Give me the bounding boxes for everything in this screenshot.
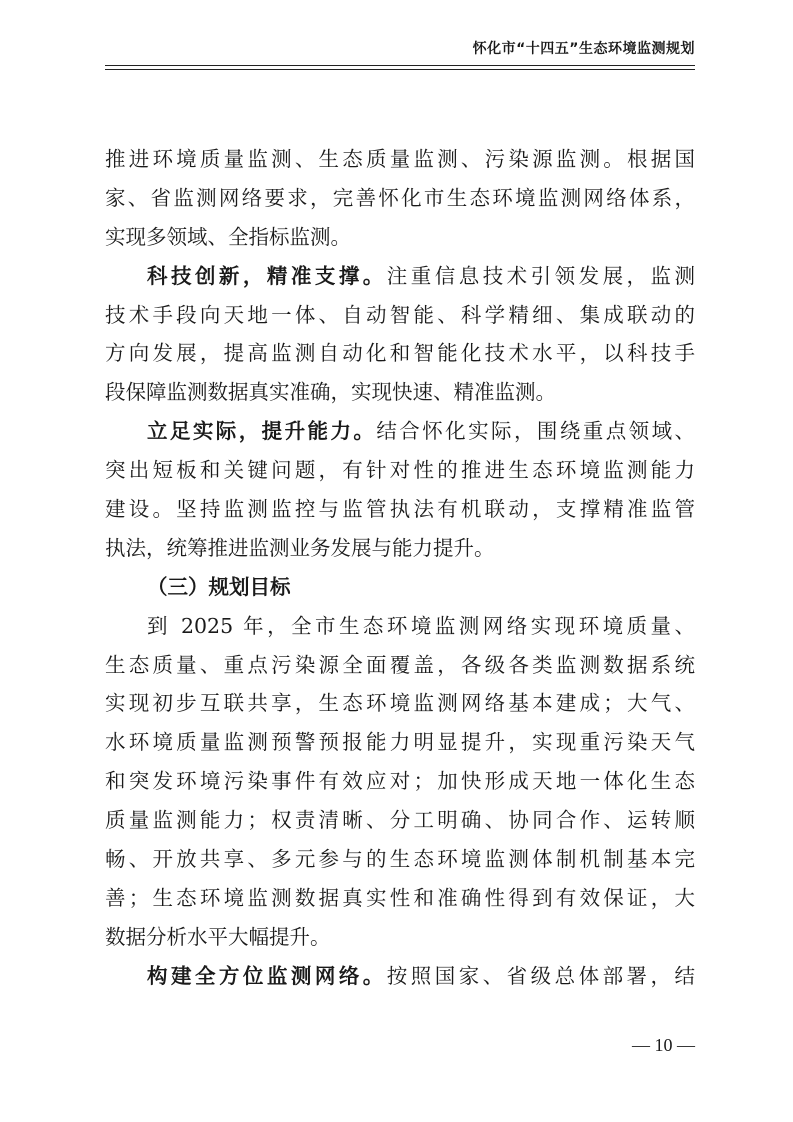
- paragraph-4-line-8: 善；生态环境监测数据真实性和准确性得到有效保证，大: [105, 885, 695, 910]
- paragraph-3-line-2: 突出短板和关键问题，有针对性的推进生态环境监测能力: [105, 458, 695, 483]
- running-header-title: 怀化市“十四五”生态环境监测规划: [472, 41, 695, 57]
- paragraph-2-first-rest: 注重信息技术引领发展，监测: [386, 263, 696, 288]
- header-rule-thin: [105, 69, 695, 70]
- paragraph-3-line-3: 建设。坚持监测监控与监管执法有机联动，支撑精准监管: [105, 497, 695, 522]
- paragraph-4-line-4: 水环境质量监测预警预报能力明显提升，实现重污染天气: [105, 730, 695, 755]
- document-body: [105, 140, 695, 996]
- header-rule: [105, 65, 695, 66]
- paragraph-5-lead: 构建全方位监测网络。: [147, 963, 387, 988]
- paragraph-2-line-2: 技术手段向天地一体、自动智能、科学精细、集成联动的: [105, 302, 695, 327]
- paragraph-1-line-1: 推进环境质量监测、生态质量监测、污染源监测。根据国: [105, 147, 695, 171]
- paragraph-4-line-7: 畅、开放共享、多元参与的生态环境监测体制机制基本完: [105, 847, 695, 872]
- paragraph-2-line-3: 方向发展，提高监测自动化和智能化技术水平，以科技手: [105, 341, 695, 366]
- paragraph-3-line-1: [105, 412, 695, 451]
- paragraph-3-line-4: 执法，统筹推进监测业务发展与能力提升。: [105, 535, 495, 560]
- paragraph-4-line-2: 生态质量、重点污染源全面覆盖，各级各类监测数据系统: [105, 652, 695, 677]
- paragraph-5-first-rest: 按照国家、省级总体部署，结: [386, 963, 696, 988]
- paragraph-1-line-3: 实现多领域、全指标监测。: [105, 224, 351, 249]
- paragraph-4-line-3: 实现初步互联共享，生态环境监测网络基本建成；大气、: [105, 691, 695, 716]
- section-heading: （三）规划目标: [147, 574, 291, 599]
- paragraph-4-line-6: 质量监测能力；权责清晰、分工明确、协同合作、运转顺: [105, 808, 695, 833]
- paragraph-2-line-1: [105, 257, 695, 296]
- page-number: — 10 —: [632, 1035, 695, 1055]
- paragraph-2-line-4: 段保障监测数据真实准确，实现快速、精准监测。: [105, 380, 556, 405]
- paragraph-1-line-2: 家、省监测网络要求，完善怀化市生态环境监测网络体系，: [105, 185, 695, 210]
- paragraph-5-line-1: [105, 957, 695, 996]
- paragraph-3-lead: 立足实际，提升能力。: [147, 419, 377, 444]
- paragraph-4-line-1: 到 2025 年，全市生态环境监测网络实现环境质量、: [147, 613, 695, 638]
- paragraph-2-lead: 科技创新，精准支撑。: [147, 263, 387, 288]
- paragraph-4-line-5: 和突发环境污染事件有效应对；加快形成天地一体化生态: [105, 769, 695, 794]
- paragraph-4-line-9: 数据分析水平大幅提升。: [105, 924, 331, 949]
- paragraph-3-first-rest: 结合怀化实际，围绕重点领域、: [376, 419, 696, 444]
